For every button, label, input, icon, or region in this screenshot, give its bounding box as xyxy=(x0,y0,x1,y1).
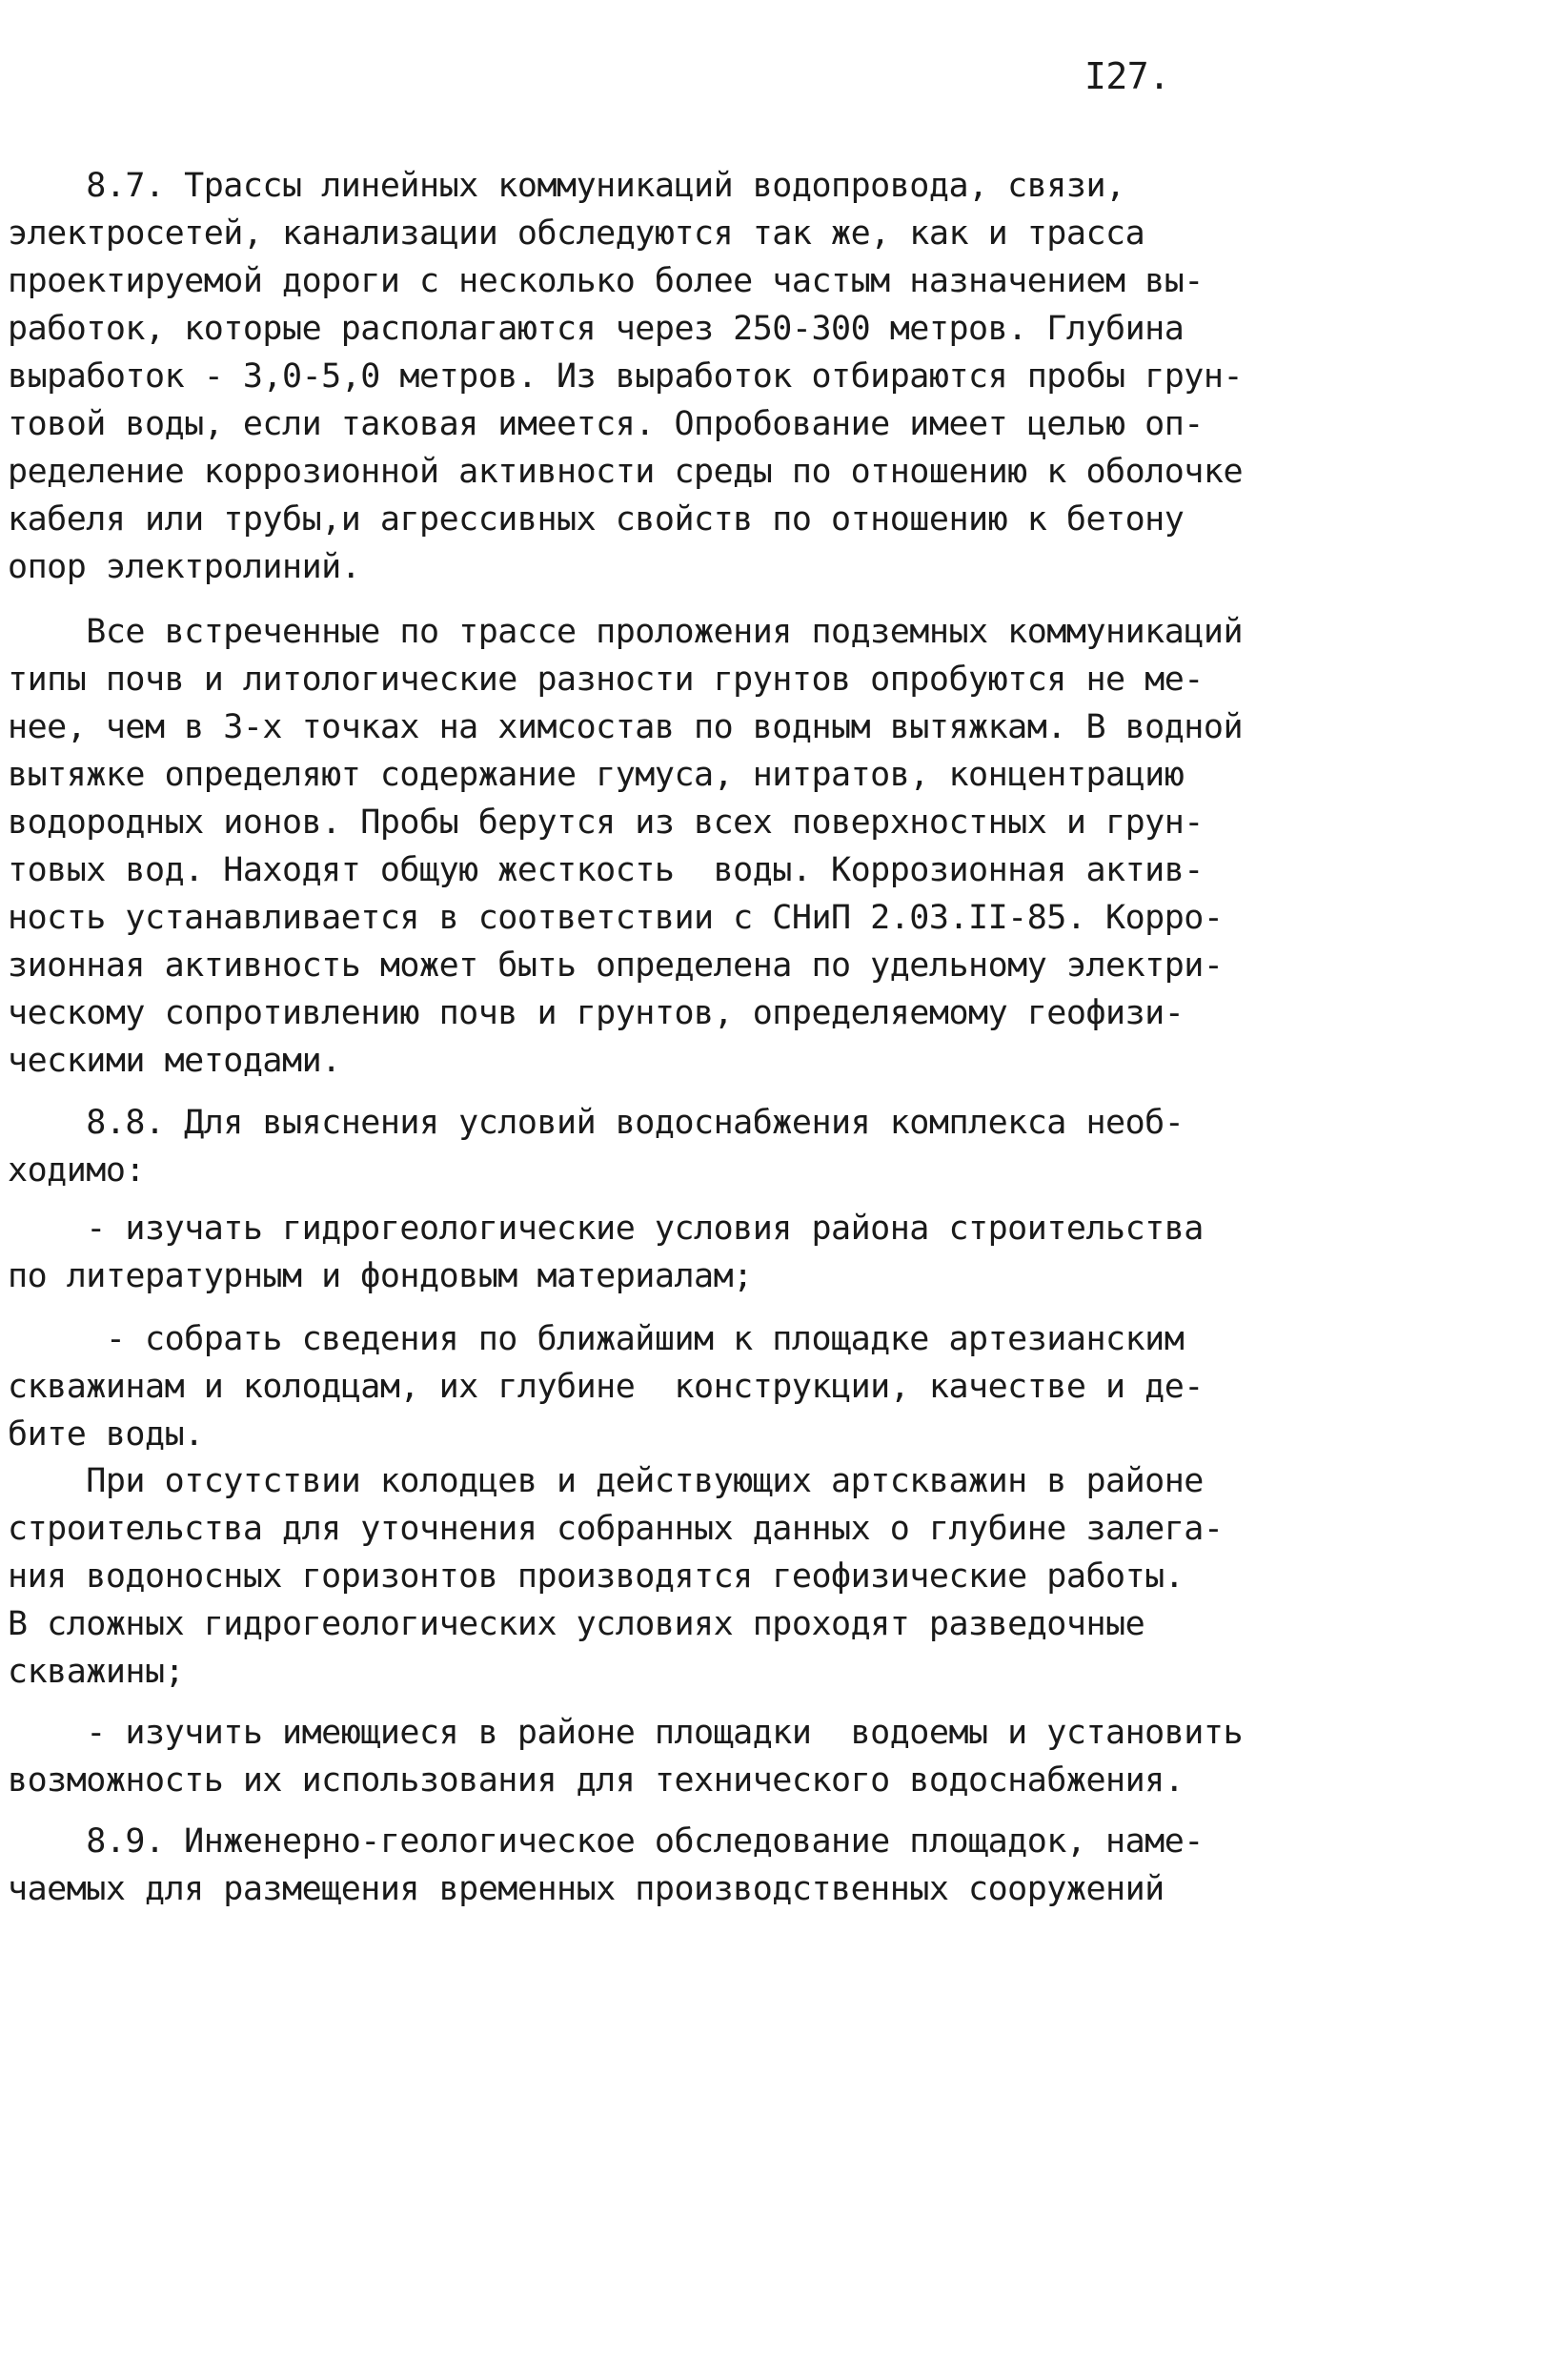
text-line: водородных ионов. Пробы берутся из всех поверхностных и грун- xyxy=(8,804,1204,842)
text-line: опор электролиний. xyxy=(8,548,361,586)
text-line: зионная активность может быть определена по удельному электри- xyxy=(8,946,1224,985)
text-line: 8.9. Инженерно-геологическое обследование площадок, наме- xyxy=(8,1822,1204,1861)
text-line: ределение коррозионной активности среды по отношению к оболочке xyxy=(8,453,1244,491)
text-line: ность устанавливается в соответствии с СНиП 2.03.II-85. Корро- xyxy=(8,899,1224,937)
list-item-collect-well-data xyxy=(8,1315,1275,1458)
text-line: скважинам и колодцам, их глубине конструкции, качестве и де- xyxy=(8,1368,1204,1406)
text-line: ческому сопротивлению почв и грунтов, определяемому геофизи- xyxy=(8,994,1185,1032)
text-line: нее, чем в 3-х точках на химсостав по водным вытяжкам. В водной xyxy=(8,708,1244,746)
text-line: вытяжке определяют содержание гумуса, нитратов, концентрацию xyxy=(8,756,1185,794)
text-line: товой воды, если таковая имеется. Опробование имеет целью оп- xyxy=(8,405,1204,443)
text-line: ходимо: xyxy=(8,1151,146,1190)
text-line: электросетей, канализации обследуются так же, как и трасса xyxy=(8,214,1145,253)
paragraph-absence-of-wells xyxy=(8,1457,1275,1696)
paragraph-soils xyxy=(8,608,1275,1085)
text-line: бите воды. xyxy=(8,1415,204,1454)
text-line: - собрать сведения по ближайшим к площадке артезианским xyxy=(8,1320,1185,1358)
text-line: 8.8. Для выяснения условий водоснабжения комплекса необ- xyxy=(8,1104,1185,1142)
text-line: При отсутствии колодцев и действующих артскважин в районе xyxy=(8,1462,1204,1500)
text-line: выработок - 3,0-5,0 метров. Из выработок отбираются пробы грун- xyxy=(8,357,1244,396)
list-item-study-hydrogeology xyxy=(8,1205,1275,1300)
text-line: типы почв и литологические разности грунтов опробуются не ме- xyxy=(8,661,1204,699)
text-line: работок, которые располагаются через 250-300 метров. Глубина xyxy=(8,310,1185,348)
text-line: возможность их использования для технического водоснабжения. xyxy=(8,1761,1185,1800)
text-line: строительства для уточнения собранных данных о глубине залега- xyxy=(8,1510,1224,1548)
paragraph-8-9 xyxy=(8,1818,1275,1913)
paragraph-8-8 xyxy=(8,1099,1275,1194)
text-line: - изучать гидрогеологические условия района строительства xyxy=(8,1210,1204,1248)
text-line: Все встреченные по трассе проложения подземных коммуникаций xyxy=(8,613,1244,651)
text-line: - изучить имеющиеся в районе площадки водоемы и установить xyxy=(8,1714,1244,1752)
text-line: скважины; xyxy=(8,1653,185,1691)
text-line: В сложных гидрогеологических условиях проходят разведочные xyxy=(8,1605,1145,1643)
page-number: I27. xyxy=(1084,55,1170,97)
text-line: кабеля или трубы,и агрессивных свойств по отношению к бетону xyxy=(8,500,1185,539)
text-line: ния водоносных горизонтов производятся геофизические работы. xyxy=(8,1557,1185,1596)
paragraph-8-7 xyxy=(8,162,1275,591)
text-line: проектируемой дороги с несколько более частым назначением вы- xyxy=(8,262,1204,300)
text-line: ческими методами. xyxy=(8,1042,341,1080)
text-line: чаемых для размещения временных производственных сооружений xyxy=(8,1870,1165,1908)
list-item-study-water-bodies xyxy=(8,1709,1275,1804)
text-line: товых вод. Находят общую жесткость воды. Коррозионная актив- xyxy=(8,851,1204,889)
text-line: по литературным и фондовым материалам; xyxy=(8,1257,753,1295)
text-line: 8.7. Трассы линейных коммуникаций водопровода, связи, xyxy=(8,167,1125,205)
